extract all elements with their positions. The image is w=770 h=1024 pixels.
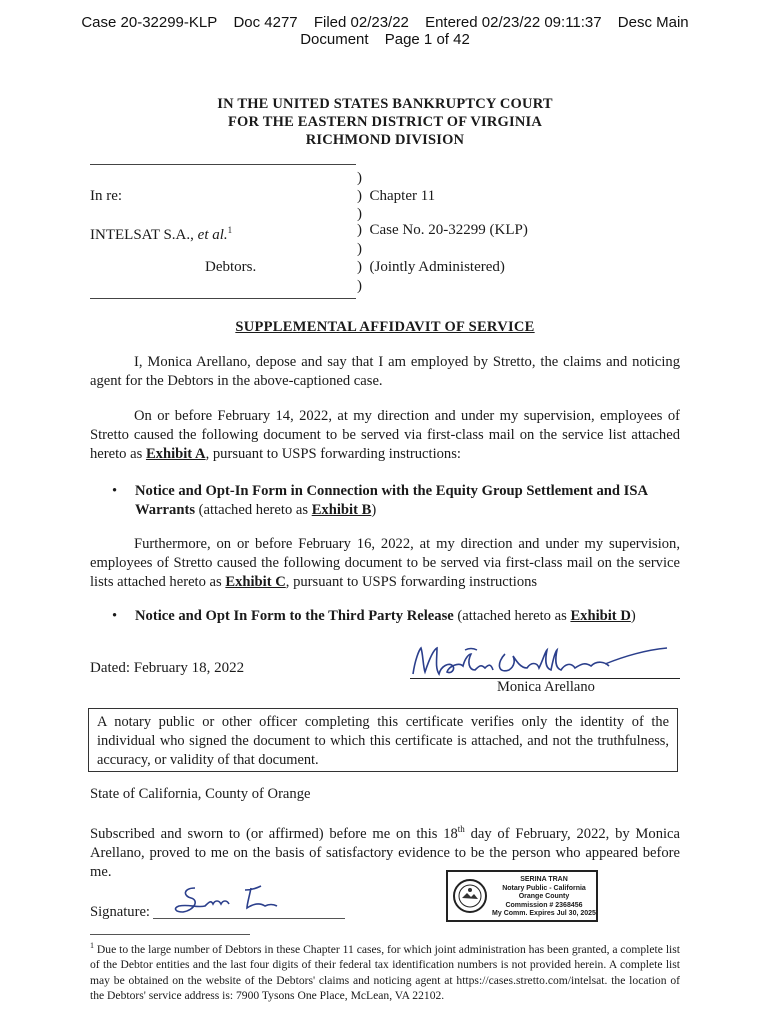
debtors-label: Debtors. [205,259,257,275]
exhibit-c-ref: Exhibit C [225,574,286,590]
bullet-item-2: • Notice and Opt In Form to the Third Party Release (attached hereto as Exhibit D) [112,608,636,624]
jurat-paragraph: Subscribed and sworn to (or affirmed) before me on this 18th day of February, 2022, by Monica Arellano, proved to me on the basis of satisfactory evidence to be the person who appeared before me. [90,824,681,880]
stamp-text [492,876,596,919]
court-line-2: FOR THE EASTERN DISTRICT OF VIRGINIA [227,114,543,130]
body-paragraph-3: Furthermore, on or before February 16, 2022, at my direction and under my supervision, employees of Stretto caused the following document to be served via first-class mail on the service lists attached hereto as Exhibit C, pursuant to USPS forwarding instructions [90,536,680,590]
caption-paren: ) Case No. 20-32299 (KLP) [357,222,528,238]
footnote-rule [90,934,250,935]
footnote-number: 1 [90,941,94,950]
ecf-header-line1 [0,14,770,31]
notary-commission: Commission # 2368456 [505,901,583,909]
footnote-text: Due to the large number of Debtors in these Chapter 11 cases, for which joint administration has been granted, a complete list of the Debtor entities and the last four digits of their federal tax identification numbers is not provided herein. A complete list may be obtained on the website of the Debtors' claims and noticing agent at https://cases.stretto.com/intelsat. the location of the Debtors' service address is: 7900 Tysons One Place, McLean, VA 22102. [90,942,680,1003]
signer-name: Monica Arellano [497,679,595,695]
bullet-item-1: • Notice and Opt-In Form in Connection with the Equity Group Settlement and ISA Warrants (attached hereto as Exhibit B) [112,483,648,518]
caption-paren: ) [357,241,362,257]
caption-paren: ) Chapter 11 [357,188,436,204]
exhibit-d-ref: Exhibit D [570,608,631,624]
notary-notice-box: A notary public or other officer completing this certificate verifies only the identity of the individual who signed the document to which this certificate is attached, and not the truthfulness, accuracy, or validity of that document. [88,708,678,772]
body-paragraph-1: I, Monica Arellano, depose and say that I am employed by Stretto, the claims and noticing agent for the Debtors in the above-captioned case. [90,354,680,389]
notary-name: SERINA TRAN [520,876,568,883]
affiant-signature [405,640,695,682]
notary-stamp [446,870,598,922]
page-count: Page 1 of 42 [384,31,470,48]
dated-line: Dated: February 18, 2022 [90,660,245,676]
filed-date: Filed 02/23/22 [313,14,409,31]
debtor-name-text: INTELSAT S.A., [90,227,194,243]
jointly-administered-label: (Jointly Administered) [369,259,505,275]
caption-paren: ) [357,206,362,222]
caption-bottom-rule [90,298,356,299]
exhibit-a-ref: Exhibit A [145,446,206,462]
footnote-ref: 1 [227,225,233,235]
signature-label: Signature: [90,904,150,920]
notary-title: Notary Public - California [502,884,586,892]
doc-number: Doc 4277 [233,14,298,31]
notary-county: Orange County [518,893,570,900]
debtor-name [90,221,232,244]
notary-expires: My Comm. Expires Jul 30, 2025 [492,910,596,917]
ecf-header [0,14,770,48]
ecf-header-line2 [0,31,770,48]
caption-paren: ) [357,278,362,294]
caption-paren: ) (Jointly Administered) [357,259,505,275]
desc-main: Desc Main [617,14,689,31]
chapter-label: Chapter 11 [369,188,436,204]
et-al: et al. [197,227,228,243]
case-no-label: Case No. 20-32299 (KLP) [369,222,528,238]
court-line-3: RICHMOND DIVISION [305,132,465,148]
entered-date: Entered 02/23/22 09:11:37 [425,14,602,31]
case-number: Case 20-32299-KLP [81,14,218,31]
ordinal-suffix: th [457,824,465,834]
bullet-dot: • [112,483,118,499]
venue-line: State of California, County of Orange [90,786,311,802]
in-re-label: In re: [90,188,123,204]
caption-top-rule [90,164,356,165]
state-seal-icon [452,878,488,914]
notary-signature [165,880,285,920]
bullet-dot: • [112,608,118,624]
body-paragraph-2: On or before February 14, 2022, at my direction and under my supervision, employees of Stretto caused the following document to be served via first-class mail on the service list attached hereto as Exhibit A, pursuant to USPS forwarding instructions: [90,408,680,462]
court-line-1: IN THE UNITED STATES BANKRUPTCY COURT [217,96,553,112]
footnote [90,938,680,1004]
document-label: Document [300,31,369,48]
document-title: SUPPLEMENTAL AFFIDAVIT OF SERVICE [235,319,535,335]
caption-paren: ) [357,170,362,186]
exhibit-b-ref: Exhibit B [311,502,372,518]
court-heading [0,95,770,149]
